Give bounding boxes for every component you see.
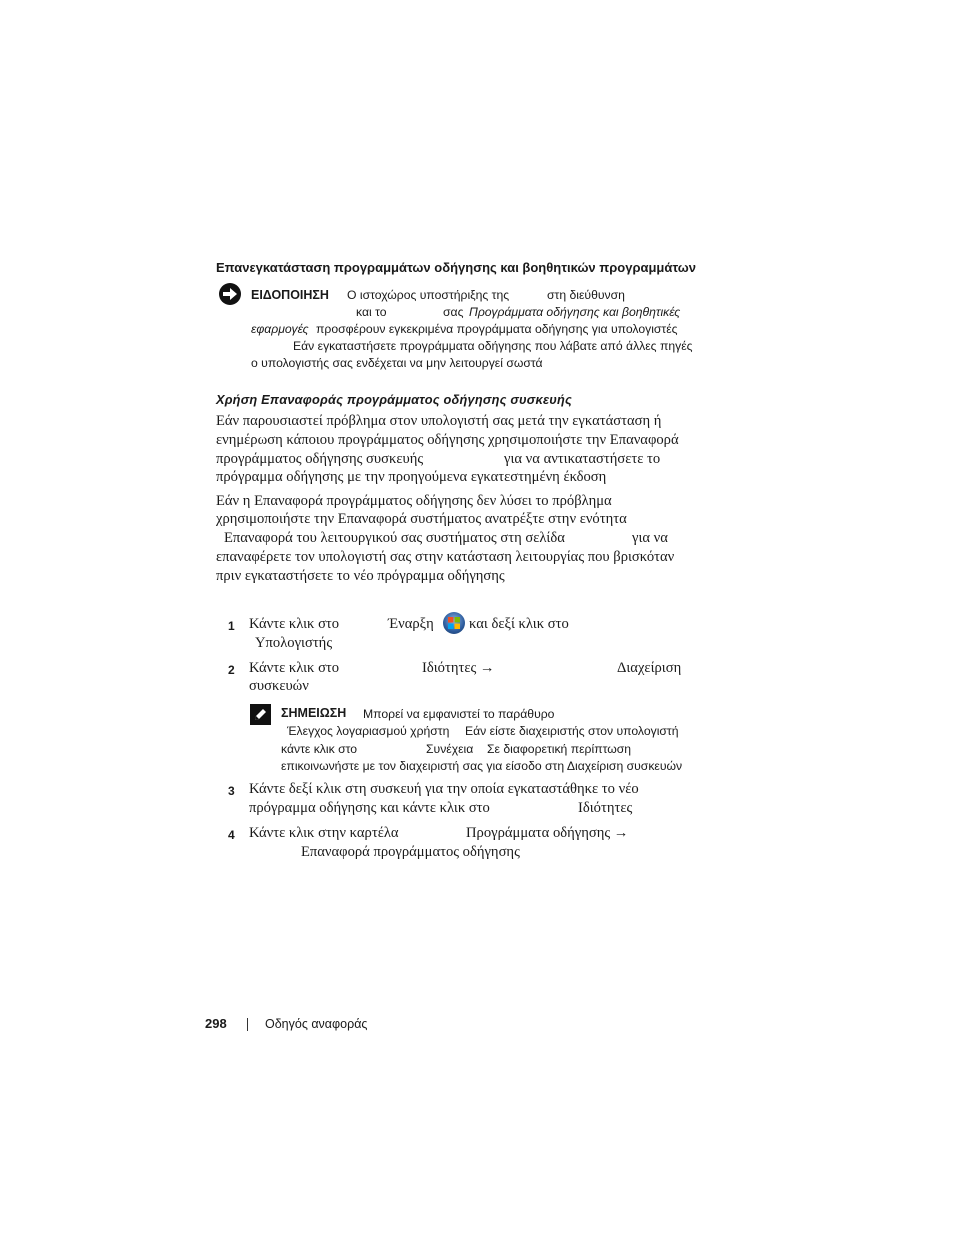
paragraph-line: πριν εγκαταστήσετε το νέο πρόγραμμα οδήγησης [216,568,505,584]
notice-text: προσφέρουν εγκεκριμένα προγράμματα οδήγησης για υπολογιστές [316,322,678,336]
note-label: ΣΗΜΕΙΩΣΗ [281,706,347,720]
paragraph-line: πρόγραμμα οδήγησης με την προηγούμενα εγκατεστημένη έκδοση [216,469,607,485]
step-number: 4 [228,828,235,842]
paragraph-line: χρησιμοποιήστε την Επαναφορά συστήματος ανατρέξτε στην ενότητα [216,511,627,527]
notice-text: ο υπολογιστής σας ενδέχεται να μην λειτουργεί σωστά [251,356,543,370]
notice-text: εφαρμογές [251,322,309,336]
note-text: Συνέχεια [426,742,474,756]
step-text: και δεξί κλικ στο [469,616,569,632]
paragraph-line: Εάν η Επαναφορά προγράμματος οδήγησης δεν λύσει το πρόβλημα [216,493,612,509]
step-text: Κάντε κλικ στο [249,660,340,676]
notice-text: Προγράμματα οδήγησης και βοηθητικές [469,305,681,319]
note-text: επικοινωνήστε με τον διαχειριστή σας για είσοδο στη Διαχείριση συσκευών [281,759,683,773]
paragraph-line: Επαναφορά του λειτουργικού σας συστήματος στη σελίδα [224,530,565,546]
footer-title: Οδηγός αναφοράς [265,1017,368,1031]
paragraph-line: για να [632,530,668,546]
notice-text: σας [443,305,464,319]
notice-arrow-icon [219,283,241,305]
paragraph-line: προγράμματος οδήγησης συσκευής [216,451,424,467]
step-text: Έναρξη [388,616,434,632]
step-text: συσκευών [249,678,309,694]
step-text: Κάντε κλικ στο [249,616,340,632]
note-text: Εάν είστε διαχειριστής στον υπολογιστή [465,724,679,738]
step-text: Επαναφορά προγράμματος οδήγησης [301,844,520,860]
section-heading: Επανεγκατάσταση προγραμμάτων οδήγησης και βοηθητικών προγραμμάτων [216,260,697,275]
step-text: Ιδιότητες [578,800,633,816]
notice-text: Εάν εγκαταστήσετε προγράμματα οδήγησης που λάβατε από άλλες πηγές [293,339,693,353]
page-number: 298 [205,1016,227,1031]
notice-text: και το [356,305,387,319]
subheading: Χρήση Επαναφοράς προγράμματος οδήγησης συσκευής [216,392,573,407]
note-pencil-icon [250,704,271,725]
paragraph-line: επαναφέρετε τον υπολογιστή σας στην κατάσταση λειτουργίας που βρισκόταν [216,549,675,565]
note-text: κάντε κλικ στο [281,742,358,756]
step-text: Ιδιότητες → [422,660,495,676]
windows-start-icon [443,612,465,634]
step-number: 2 [228,663,235,677]
note-text: Έλεγχος λογαριασμού χρήστη [287,724,450,738]
paragraph-line: ενημέρωση κάποιου προγράμματος οδήγησης χρησιμοποιήστε την Επαναφορά [216,432,679,448]
paragraph-line: Εάν παρουσιαστεί πρόβλημα στον υπολογιστή σας μετά την εγκατάσταση ή [216,413,662,429]
step-text: πρόγραμμα οδήγησης και κάντε κλικ στο [249,800,490,816]
notice-text: Ο ιστοχώρος υποστήριξης της [347,288,510,302]
step-text: Κάντε κλικ στην καρτέλα [249,825,399,841]
paragraph-line: για να αντικαταστήσετε το [504,451,661,467]
step-text: Υπολογιστής [255,635,333,651]
step-number: 1 [228,619,235,633]
note-text: Μπορεί να εμφανιστεί το παράθυρο [363,707,555,721]
step-text: Διαχείριση [617,660,682,676]
note-text: Σε διαφορετική περίπτωση [487,742,632,756]
notice-label: ΕΙΔΟΠΟΙΗΣΗ [251,288,329,302]
step-text: Κάντε δεξί κλικ στη συσκευή για την οποία εγκαταστάθηκε το νέο [249,781,639,797]
footer-divider [247,1018,248,1031]
step-text: Προγράμματα οδήγησης → [466,825,629,841]
step-number: 3 [228,784,235,798]
notice-text: στη διεύθυνση [547,288,625,302]
